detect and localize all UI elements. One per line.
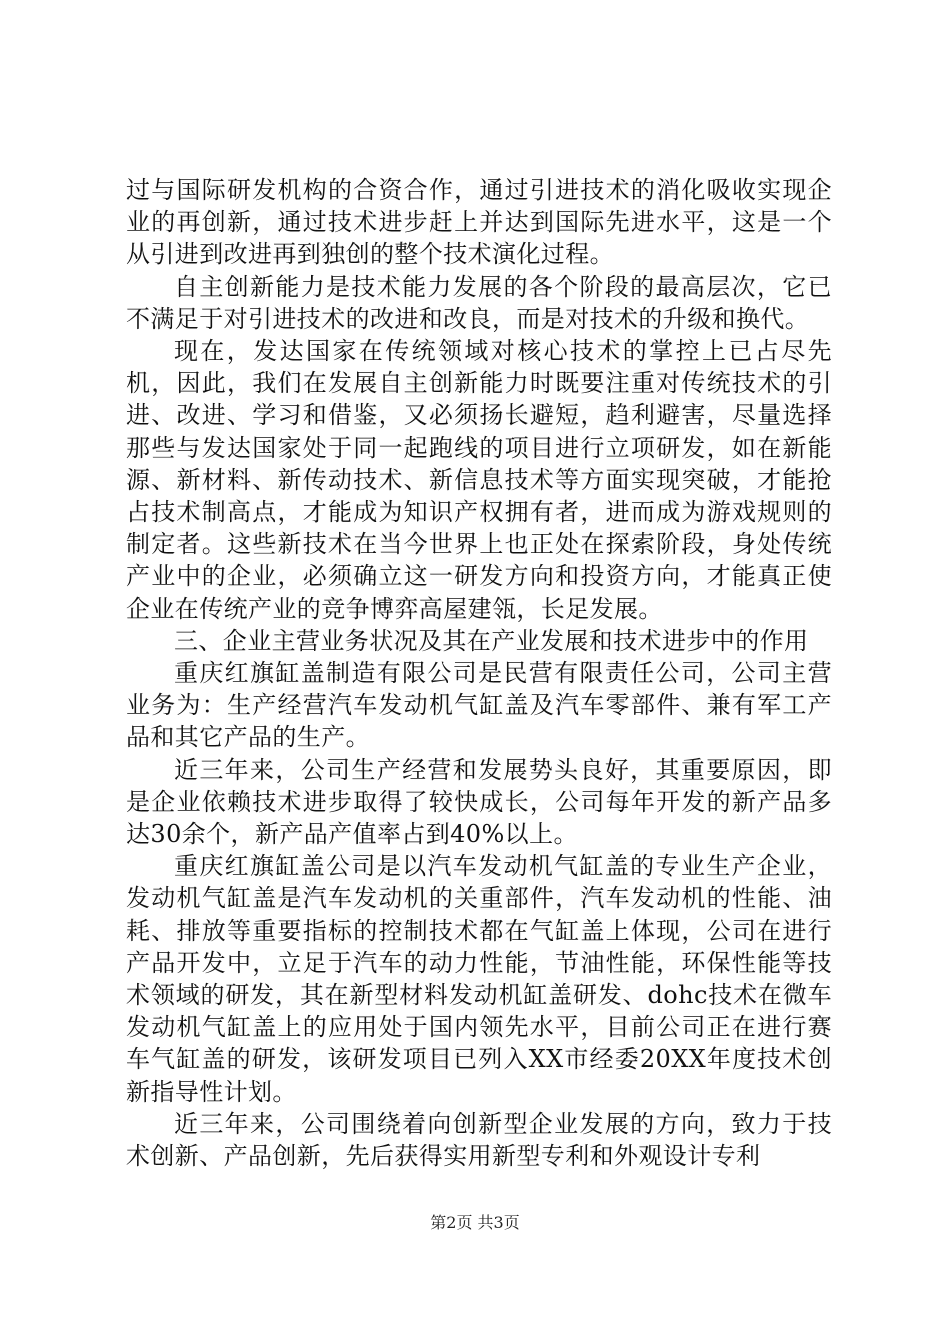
paragraph-6: 近三年来，公司生产经营和发展势头良好，其重要原因，即是企业依赖技术进步取得了较快成长，公司每年开发的新产品多达30余个，新产品产值率占到40%以上。 xyxy=(126,755,832,849)
paragraph-3: 现在，发达国家在传统领域对核心技术的掌控上已占尽先机，因此，我们在发展自主创新能力时既要注重对传统技术的引进、改进、学习和借鉴，又必须扬长避短，趋利避害，尽量选择那些与发达国家处于同一起跑线的项目进行立项研发，如在新能源、新材料、新传动技术、新信息技术等方面实现突破，才能抢占技术制高点，才能成为知识产权拥有者，进而成为游戏规则的制定者。这些新技术在当今世界上也正处在探索阶段，身处传统产业中的企业，必须确立这一研发方向和投资方向，才能真正使企业在传统产业的竞争博弈高屋建瓴，长足发展。 xyxy=(126,337,832,623)
paragraph-7: 重庆红旗缸盖公司是以汽车发动机气缸盖的专业生产企业，发动机气缸盖是汽车发动机的关重部件，汽车发动机的性能、油耗、排放等重要指标的控制技术都在气缸盖上体现，公司在进行产品开发中，立足于汽车的动力性能，节油性能，环保性能等技术领域的研发，其在新型材料发动机缸盖研发、dohc技术在微车发动机气缸盖上的应用处于国内领先水平，目前公司正在进行赛车气缸盖的研发，该研发项目已列入XX市经委20XX年度技术创新指导性计划。 xyxy=(126,852,832,1106)
page-footer: 第2页 共3页 xyxy=(430,1213,520,1232)
section-heading: 三、企业主营业务状况及其在产业发展和技术进步中的作用 xyxy=(174,626,809,655)
paragraph-5: 重庆红旗缸盖制造有限公司是民营有限责任公司，公司主营业务为：生产经营汽车发动机气缸盖及汽车零部件、兼有军工产品和其它产品的生产。 xyxy=(126,659,832,752)
paragraph-1: 过与国际研发机构的合资合作，通过引进技术的消化吸收实现企业的再创新，通过技术进步赶上并达到国际先进水平，这是一个从引进到改进再到独创的整个技术演化过程。 xyxy=(126,176,832,269)
paragraph-2: 自主创新能力是技术能力发展的各个阶段的最高层次，它已不满足于对引进技术的改进和改良，而是对技术的升级和换代。 xyxy=(126,272,832,333)
paragraph-8: 近三年来，公司围绕着向创新型企业发展的方向，致力于技术创新、产品创新，先后获得实用新型专利和外观设计专利 xyxy=(126,1109,832,1171)
document-body xyxy=(126,174,832,1172)
